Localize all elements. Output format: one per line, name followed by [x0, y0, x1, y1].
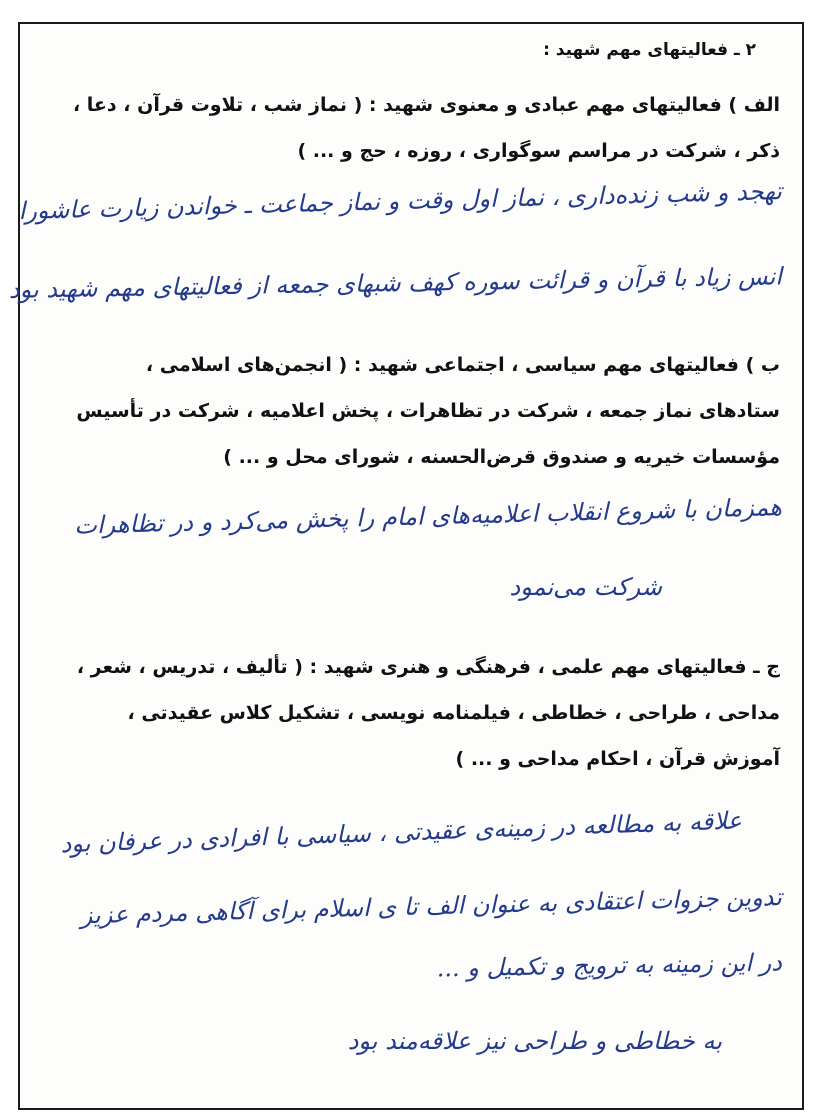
printed-line: آموزش قرآن ، احکام مداحی و ... ) — [455, 748, 780, 770]
handwritten-line: به خطاطی و طراحی نیز علاقه‌مند بود — [347, 1027, 722, 1055]
printed-question-b — [30, 342, 780, 480]
printed-question-c — [30, 644, 780, 782]
printed-line: الف ) فعالیتهای مهم عبادی و معنوی شهید : ( نماز شب ، تلاوت قرآن ، دعا ، — [72, 94, 780, 116]
printed-line: ج ـ فعالیتهای مهم علمی ، فرهنگی و هنری شهید : ( تألیف ، تدریس ، شعر ، — [76, 656, 780, 678]
printed-question-a — [30, 82, 780, 174]
handwritten-line: همزمان با شروع انقلاب اعلامیه‌های امام را پخش می‌کرد و در تظاهرات — [73, 493, 783, 540]
section-heading: ۲ ـ فعالیتهای مهم شهید : — [543, 40, 756, 60]
printed-line: ب ) فعالیتهای مهم سیاسی ، اجتماعی شهید : ( انجمن‌های اسلامی ، — [145, 354, 780, 376]
handwritten-line: تدوین جزوات اعتقادی به عنوان الف تا ی اسلام برای آگاهی مردم عزیز — [80, 883, 783, 930]
handwritten-line: علاقه به مطالعه در زمینه‌ی عقیدتی ، سیاسی با افرادی در عرفان بود — [60, 806, 743, 859]
printed-line: مداحی ، طراحی ، خطاطی ، فیلمنامه نویسی ، تشکیل کلاس عقیدتی ، — [127, 702, 780, 724]
handwritten-answer-b — [22, 488, 782, 616]
printed-line: ذکر ، شرکت در مراسم سوگواری ، روزه ، حج و ... ) — [297, 140, 780, 162]
handwritten-line: انس زیاد با قرآن و قرائت سوره کهف شبهای جمعه از فعالیتهای مهم شهید بود — [8, 262, 783, 304]
printed-line: ستادهای نماز جمعه ، شرکت در تظاهرات ، پخش اعلامیه ، شرکت در تأسیس — [76, 400, 780, 422]
handwritten-line: شرکت می‌نمود — [509, 573, 662, 601]
handwritten-line: در این زمینه به ترویج و تکمیل و ... — [436, 948, 783, 983]
handwritten-answer-a — [8, 172, 783, 312]
document-page — [8, 22, 804, 1110]
handwritten-answer-c — [22, 804, 782, 1070]
printed-line: مؤسسات خیریه و صندوق قرض‌الحسنه ، شورای محل و ... ) — [223, 446, 780, 468]
handwritten-line: تهجد و شب زنده‌داری ، نماز اول وقت و نماز جماعت ـ خواندن زیارت عاشورا — [18, 177, 783, 226]
